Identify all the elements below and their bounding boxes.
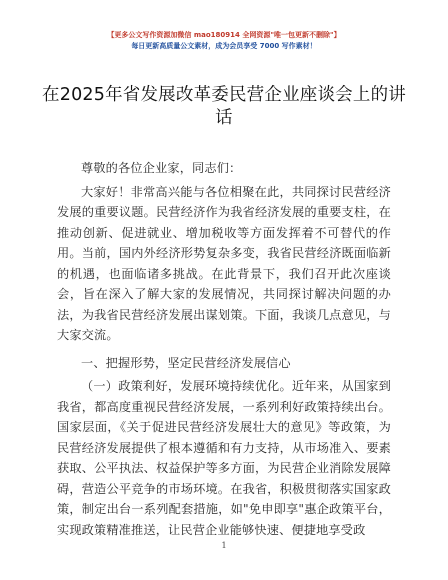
opening-paragraph: 大家好！非常高兴能与各位相聚在此，共同探讨民营经济发展的重要议题。民营经济作为我省经济发展的重要支柱，在推动创新、促进就业、增加税收等方面发挥着不可替代的作用。当前，国内外经济形势复杂多变，我省民营经济既面临新的机遇，也面临诸多挑战。在此背景下，我们召开此次座谈会，旨在深入了解大家的发展情况，共同探讨解决问题的办法，为我省民营经济发展出谋划策。下面，我谈几点意见，与大家交流。 — [57, 184, 391, 342]
salutation: 尊敬的各位企业家，同志们： — [81, 161, 242, 175]
document-body — [57, 158, 391, 540]
page-number: 1 — [221, 541, 227, 550]
promo-banner-line-1: 【更多公文写作资源加微信 mao180914 全网资源"唯一包更新不删除"】 — [107, 31, 341, 39]
promo-banner-line-2: 每日更新高质量公文素材，成为会员享受 7000 写作素材！ — [131, 42, 317, 50]
section-heading: 一、把握形势，坚定民营经济发展信心 — [81, 355, 291, 370]
document-title: 在2025年省发展改革委民营企业座谈会上的讲话 — [42, 85, 406, 128]
section-paragraph: （一）政策利好，发展环境持续优化。近年来，从国家到我省，都高度重视民营经济发展，一系列利好政策持续出台。国家层面，《关于促进民营经济发展壮大的意见》等政策，为民营经济发展提供了根本遵循和有力支持，从市场准入、要素获取、公平执法、权益保护等多方面，为民营企业消除发展障碍，营造公平竞争的市场环境。在我省，积极贯彻落实国家政策，制定出台一系列配套措施，如"免申即享"惠企政策平台，实现政策精准推送，让民营企业能够快速、便捷地享受政 — [57, 379, 391, 537]
